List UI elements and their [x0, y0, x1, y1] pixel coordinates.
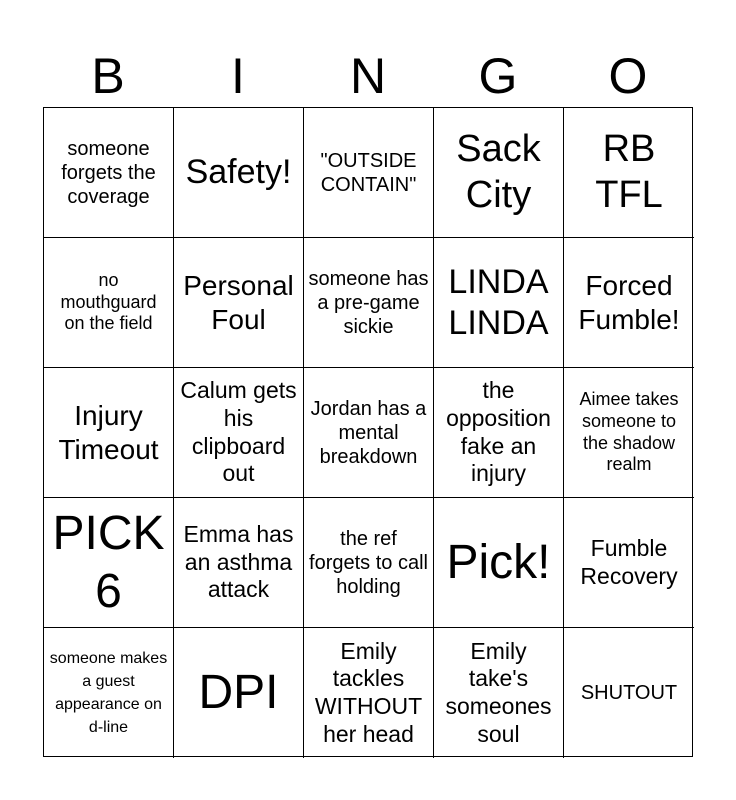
bingo-cell[interactable]: Forced Fumble! — [564, 238, 694, 368]
header-letter-n: N — [349, 48, 387, 104]
bingo-cell[interactable]: Pick! — [434, 498, 564, 628]
bingo-cell[interactable]: Injury Timeout — [44, 368, 174, 498]
bingo-cell[interactable]: Safety! — [174, 108, 304, 238]
header-letter-g: G — [478, 48, 518, 104]
bingo-cell[interactable]: Fumble Recovery — [564, 498, 694, 628]
bingo-cell[interactable]: Emma has an asthma attack — [174, 498, 304, 628]
bingo-cell[interactable]: Sack City — [434, 108, 564, 238]
bingo-cell[interactable]: DPI — [174, 628, 304, 758]
bingo-header — [43, 46, 693, 106]
bingo-cell[interactable]: LINDA LINDA — [434, 238, 564, 368]
bingo-cell[interactable]: the ref forgets to call holding — [304, 498, 434, 628]
header-letter-o: O — [608, 48, 648, 104]
bingo-cell[interactable]: no mouthguard on the field — [44, 238, 174, 368]
bingo-board — [43, 107, 693, 757]
bingo-cell[interactable]: someone forgets the coverage — [44, 108, 174, 238]
bingo-cell[interactable]: someone makes a guest appearance on d-line — [44, 628, 174, 758]
bingo-cell[interactable]: someone has a pre-game sickie — [304, 238, 434, 368]
bingo-cell[interactable]: "OUTSIDE CONTAIN" — [304, 108, 434, 238]
bingo-cell[interactable]: RB TFL — [564, 108, 694, 238]
header-letter-i: I — [231, 48, 245, 104]
bingo-cell[interactable]: Jordan has a mental breakdown — [304, 368, 434, 498]
bingo-cell[interactable]: SHUTOUT — [580, 682, 678, 704]
bingo-cell[interactable]: Calum gets his clipboard out — [174, 368, 304, 498]
bingo-cell[interactable]: Emily tackles WITHOUT her head — [304, 628, 434, 758]
header-letter-b: B — [91, 48, 125, 104]
bingo-cell[interactable]: Personal Foul — [174, 238, 304, 368]
bingo-cell[interactable]: Emily take's someones soul — [434, 628, 564, 758]
bingo-cell[interactable]: the opposition fake an injury — [434, 368, 564, 498]
bingo-cell[interactable]: Aimee takes someone to the shadow realm — [564, 368, 694, 498]
bingo-cell[interactable]: PICK 6 — [44, 498, 174, 628]
